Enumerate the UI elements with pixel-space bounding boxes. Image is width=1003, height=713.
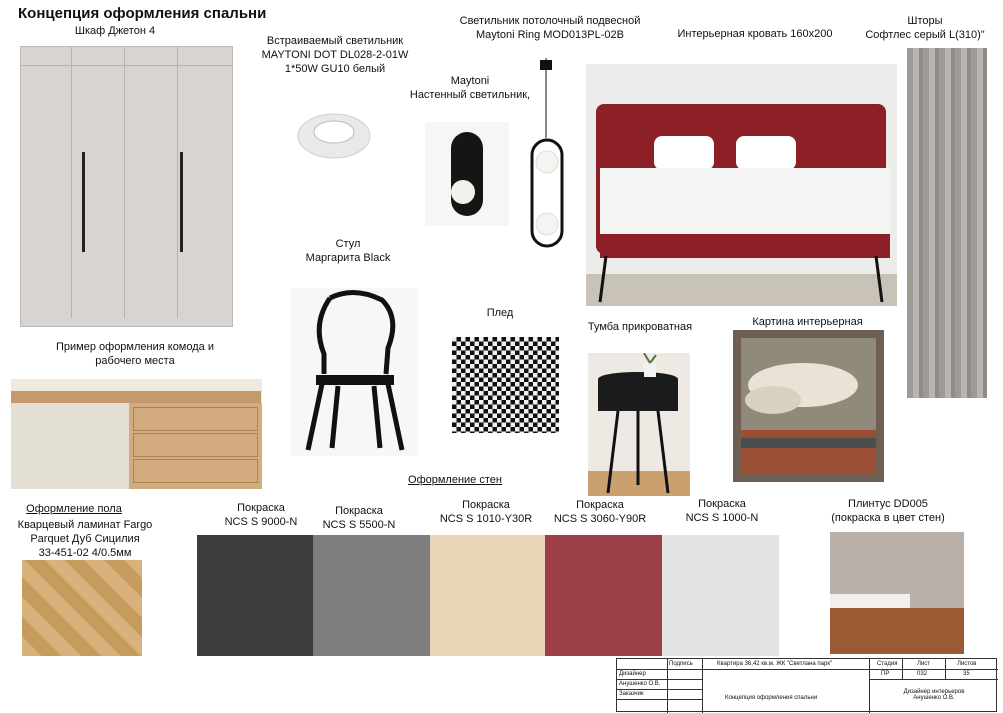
bed-caption: Интерьерная кровать 160х200: [677, 28, 833, 40]
painting-caption: Картина интерьерная: [752, 316, 863, 328]
plinth-caption: Плинтус DD005 (покраска в цвет стен): [831, 498, 945, 524]
designer-name: Анушенко О.В.: [619, 681, 661, 687]
swatch-label: Покраска NCS S 1000-N: [685, 498, 759, 524]
curtains-caption: Шторы Софтлес серый L(310)": [865, 15, 985, 41]
floor-caption: Кварцевый ламинат Fargo Parquet Дуб Сицилия 33-451-02 4/0.5мм: [17, 519, 153, 559]
wardrobe-caption: Шкаф Джетон 4: [74, 25, 156, 37]
wall-lamp-image: [425, 122, 509, 226]
curtains-image: [907, 48, 987, 398]
plinth-image: [830, 532, 964, 654]
color-swatch: [545, 535, 662, 656]
nightstand-image: [588, 353, 690, 496]
wardrobe-image: [20, 46, 233, 327]
page-title: Концепция оформления спальни: [18, 5, 267, 22]
chair-image: [290, 288, 418, 456]
spotlight-caption: Встраиваемый светильник MAYTONI DOT DL028-2-01W 1*50W GU10 белый: [261, 35, 409, 75]
blanket-caption: Плед: [486, 307, 514, 319]
document-name: Концепция оформления спальни: [725, 695, 818, 701]
stage-header: Стадия: [877, 661, 898, 667]
swatch-label: Покраска NCS S 1010-Y30R: [439, 499, 533, 525]
signature-header: Подпись: [669, 661, 693, 667]
title-block: [616, 658, 997, 712]
color-swatch: [662, 535, 779, 656]
swatch-label: Покраска NCS S 9000-N: [224, 502, 298, 528]
color-swatch: [197, 535, 313, 656]
client-role: Заказчик: [619, 691, 644, 697]
spotlight-image: [296, 110, 376, 160]
desk-image: [11, 379, 262, 489]
blanket-image: [452, 337, 559, 433]
sheet-header: Лист: [917, 661, 931, 667]
swatch-label: Покраска NCS S 3060-Y90R: [553, 499, 647, 525]
color-swatch: [430, 535, 545, 656]
walls-heading: Оформление стен: [408, 474, 502, 486]
bed-image: [586, 64, 897, 306]
chair-caption: Стул Маргарита Black: [305, 238, 391, 264]
wall-lamp-caption: Maytoni Настенный светильник,: [409, 75, 531, 101]
swatch-label: Покраска NCS S 5500-N: [322, 505, 396, 531]
sheets-value: 35: [963, 671, 970, 677]
designer-role: Дизайнер: [619, 671, 646, 677]
sheet-value: 032: [917, 671, 928, 677]
floor-heading: Оформление пола: [26, 503, 122, 515]
desk-caption: Пример оформления комода и рабочего места: [56, 341, 214, 367]
nightstand-caption: Тумба прикроватная: [587, 321, 693, 333]
color-swatch: [313, 535, 430, 656]
organization: Дизайнер интерьеров Анушенко О.В.: [903, 689, 965, 701]
pendant-caption: Светильник потолочный подвесной Maytoni Ring MOD013PL-02B: [459, 15, 641, 41]
project-name: Квартира 36,42 кв.м. ЖК "Светлана парк": [717, 661, 833, 667]
sheets-header: Листов: [957, 661, 977, 667]
floor-image: [22, 560, 142, 656]
stage-value: ПР: [881, 671, 890, 677]
painting-image: [733, 330, 884, 482]
